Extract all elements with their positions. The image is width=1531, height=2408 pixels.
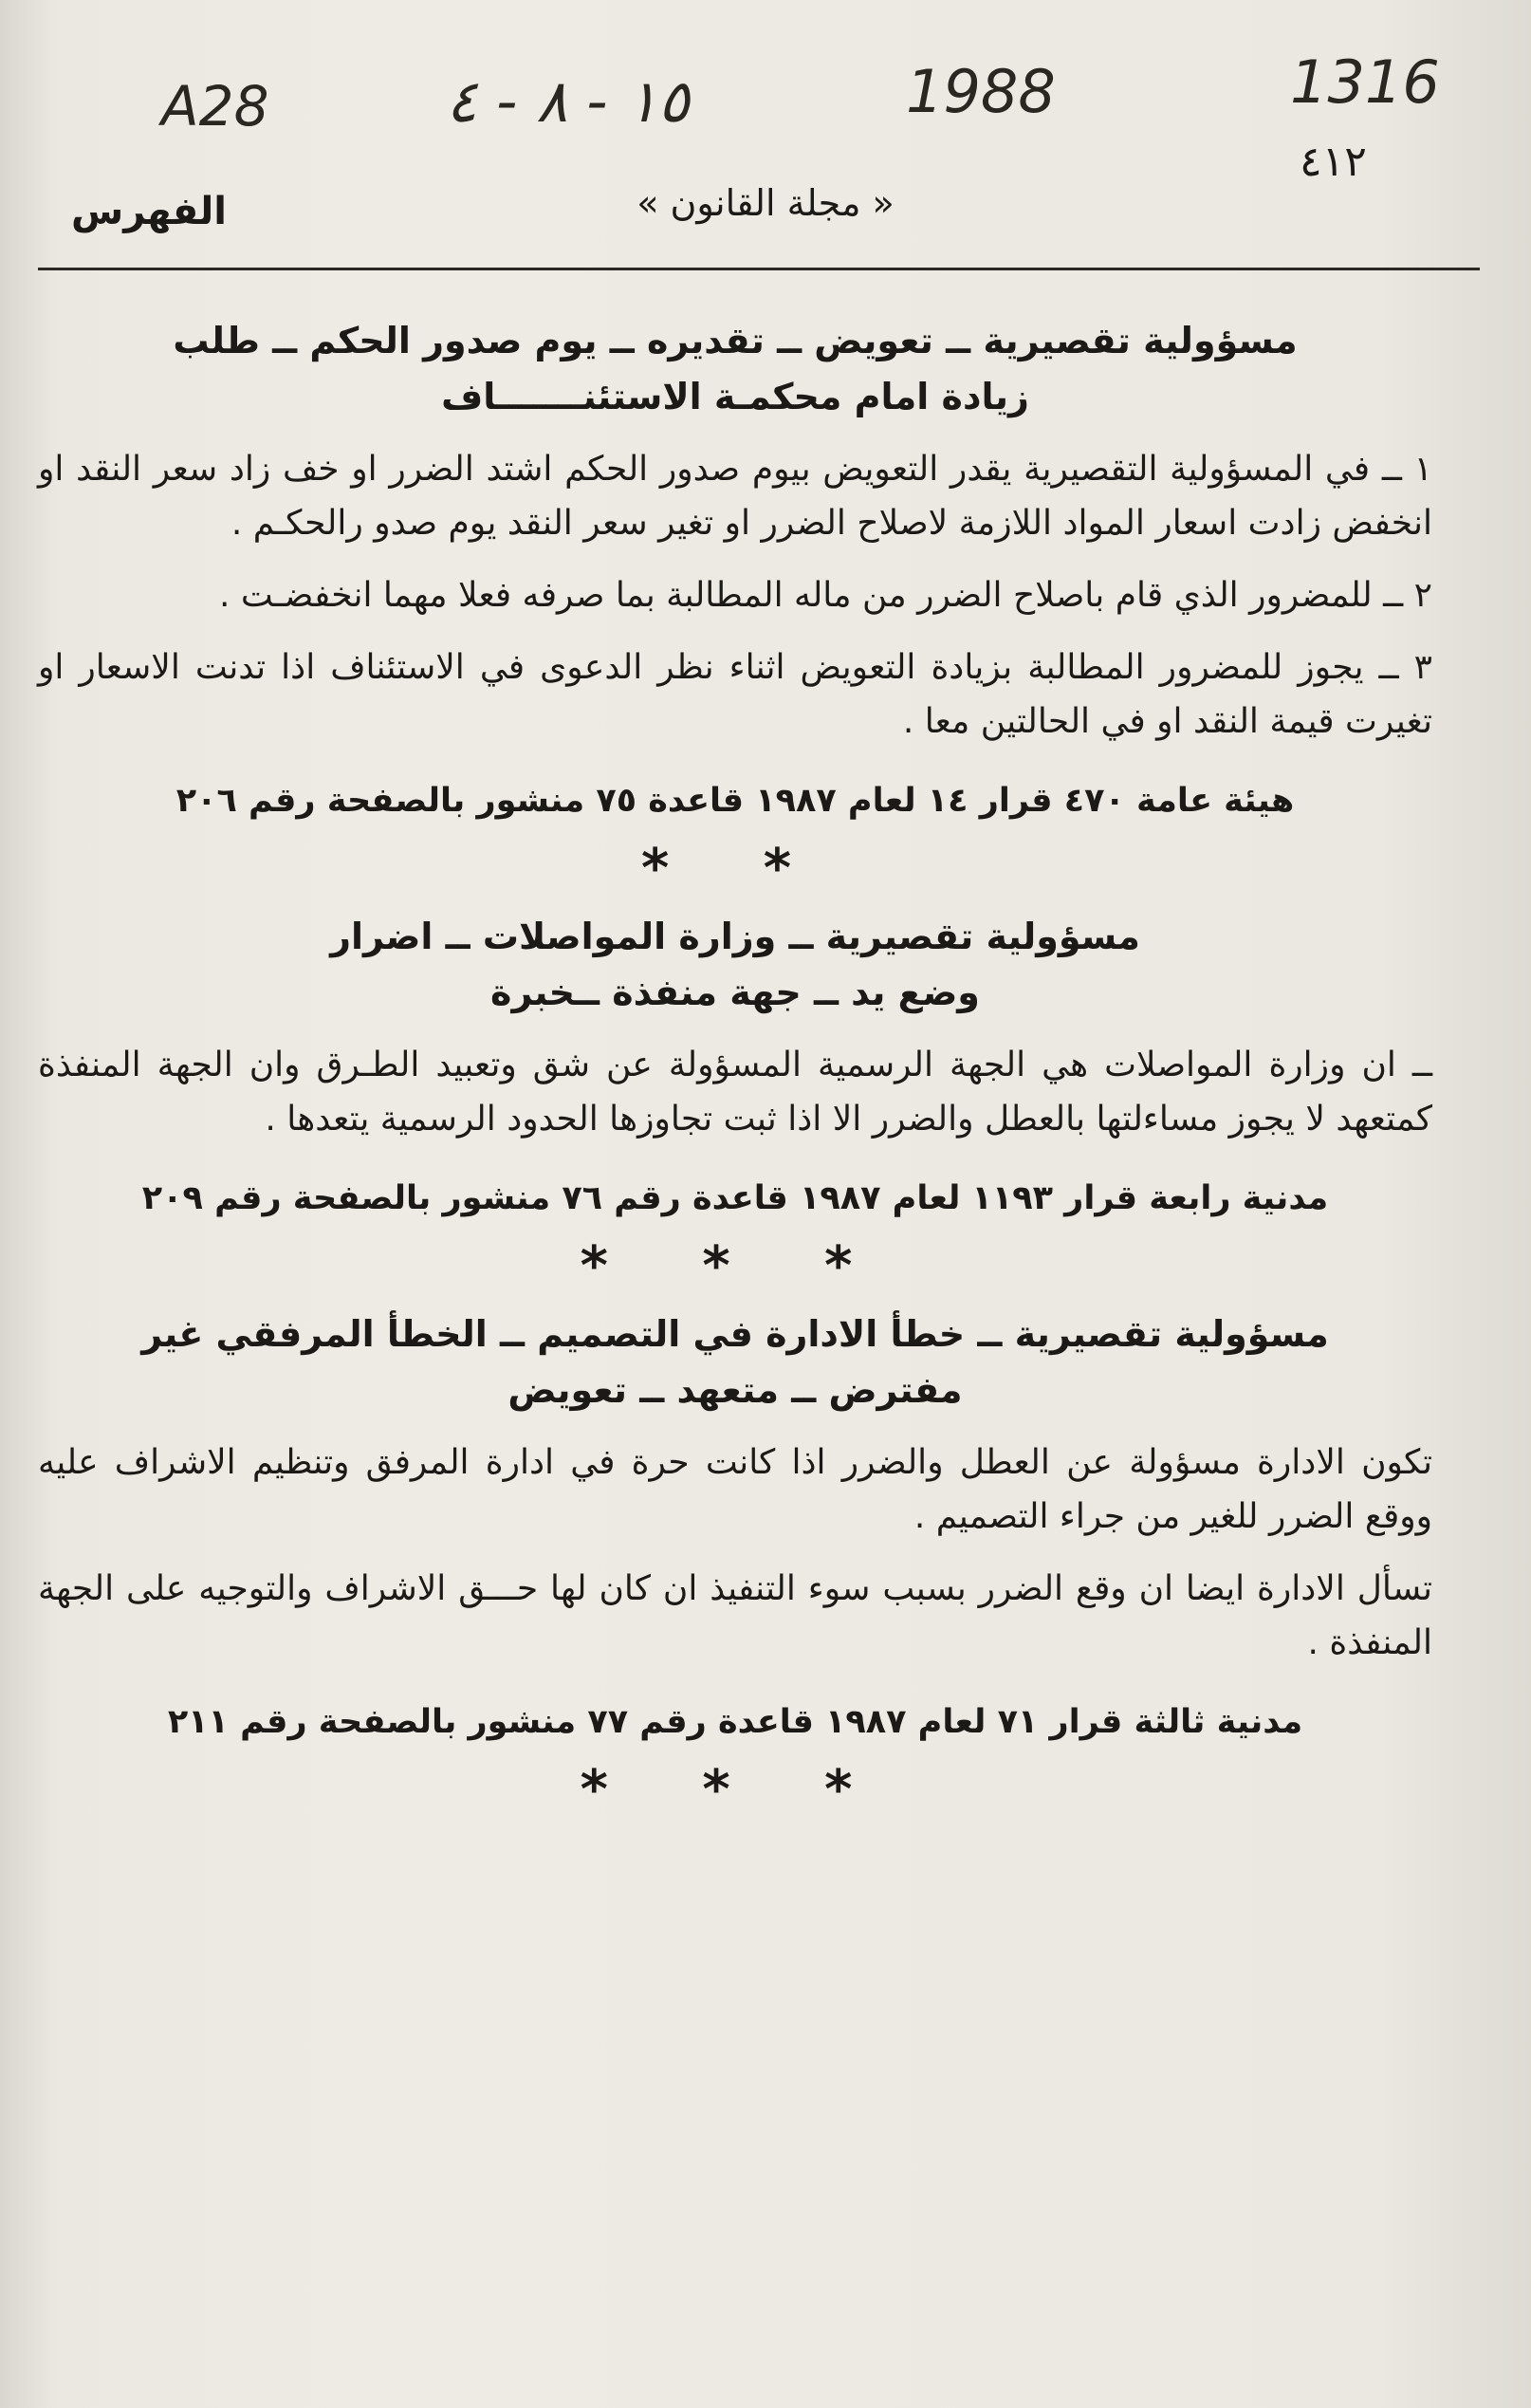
ruling-section-2	[38, 909, 1432, 1297]
title-line: مفترض ــ متعهد ــ تعويض	[507, 1368, 963, 1411]
separator-stars: * * *	[580, 1758, 891, 1821]
paragraph: ١ ــ في المسؤولية التقصيرية يقدر التعويض بيوم صدور الحكم اشتد الضرر او خف زاد سعر النقد او انخفض زادت اسعار المواد اللازمة لاصلاح الضرر او تغير سعر النقد يوم صدو رالحكـم .	[38, 449, 1432, 544]
index-label: الفهرس	[71, 190, 228, 233]
paragraph: ــ ان وزارة المواصلات هي الجهة الرسمية المسؤولة عن شق وتعبيد الطـرق وان الجهة المنفذة كمتعهد لا يجوز مساءلتها بالعطل والضرر الا اذا ثبت تجاوزها الحدود الرسمية يتعدها .	[38, 1045, 1432, 1139]
title-line: مسؤولية تقصيرية ــ خطأ الادارة في التصميم ــ الخطأ المرفقي غير	[141, 1312, 1329, 1355]
handwritten-date: ١٥ - ٨ - ٤	[446, 66, 690, 136]
title-line: وضع يد ــ جهة منفذة ــخبرة	[490, 971, 980, 1013]
journal-title: « مجلة القانون »	[636, 182, 895, 224]
ruling-reference: مدنية رابعة قرار ١١٩٣ لعام ١٩٨٧ قاعدة رقم ٧٦ منشور بالصفحة رقم ٢٠٩	[141, 1178, 1329, 1217]
header-rule	[38, 268, 1480, 270]
page-number: ٤١٢	[1300, 138, 1367, 186]
handwritten-year: 1988	[906, 57, 1056, 126]
page-content	[38, 304, 1432, 1830]
paragraph: تسأل الادارة ايضا ان وقع الضرر بسبب سوء التنفيذ ان كان لها حـــق الاشراف والتوجيه على الجهة المنفذة .	[38, 1568, 1432, 1663]
section-title	[38, 313, 1432, 425]
handwritten-number: 1316	[1290, 47, 1440, 117]
paragraph: ٢ ــ للمضرور الذي قام باصلاح الضرر من ماله المطالبة بما صرفه فعلا مهما انخفضـت .	[219, 575, 1432, 615]
ruling-section-1	[38, 304, 1432, 899]
separator-stars: * *	[640, 837, 830, 899]
handwritten-code: A28	[161, 74, 269, 139]
section-title	[38, 1306, 1432, 1418]
section-title	[38, 909, 1432, 1021]
ruling-reference: مدنية ثالثة قرار ٧١ لعام ١٩٨٧ قاعدة رقم ٧٧ منشور بالصفحة رقم ٢١١	[167, 1702, 1303, 1741]
title-line: مسؤولية تقصيرية ــ تعويض ــ تقديره ــ يوم صدور الحكم ــ طلب	[173, 320, 1298, 361]
ruling-section-3	[38, 1306, 1432, 1821]
separator-stars: * * *	[580, 1234, 891, 1297]
paragraph: تكون الادارة مسؤولة عن العطل والضرر اذا كانت حرة في ادارة المرفق وتنظيم الاشراف عليه ووقع الضرر للغير من جراء التصميم .	[38, 1442, 1432, 1537]
ruling-reference: هيئة عامة ٤٧٠ قرار ١٤ لعام ١٩٨٧ قاعدة ٧٥ منشور بالصفحة رقم ٢٠٦	[175, 781, 1295, 820]
paragraph: ٣ ــ يجوز للمضرور المطالبة بزيادة التعويض اثناء نظر الدعوى في الاستئناف اذا تدنت الاسعار او تغيرت قيمة النقد او في الحالتين معا .	[38, 647, 1432, 742]
title-line: زيادة امام محكمـة الاستئنـــــــاف	[441, 375, 1029, 417]
title-line: مسؤولية تقصيرية ــ وزارة المواصلات ــ اضرار	[330, 915, 1140, 957]
